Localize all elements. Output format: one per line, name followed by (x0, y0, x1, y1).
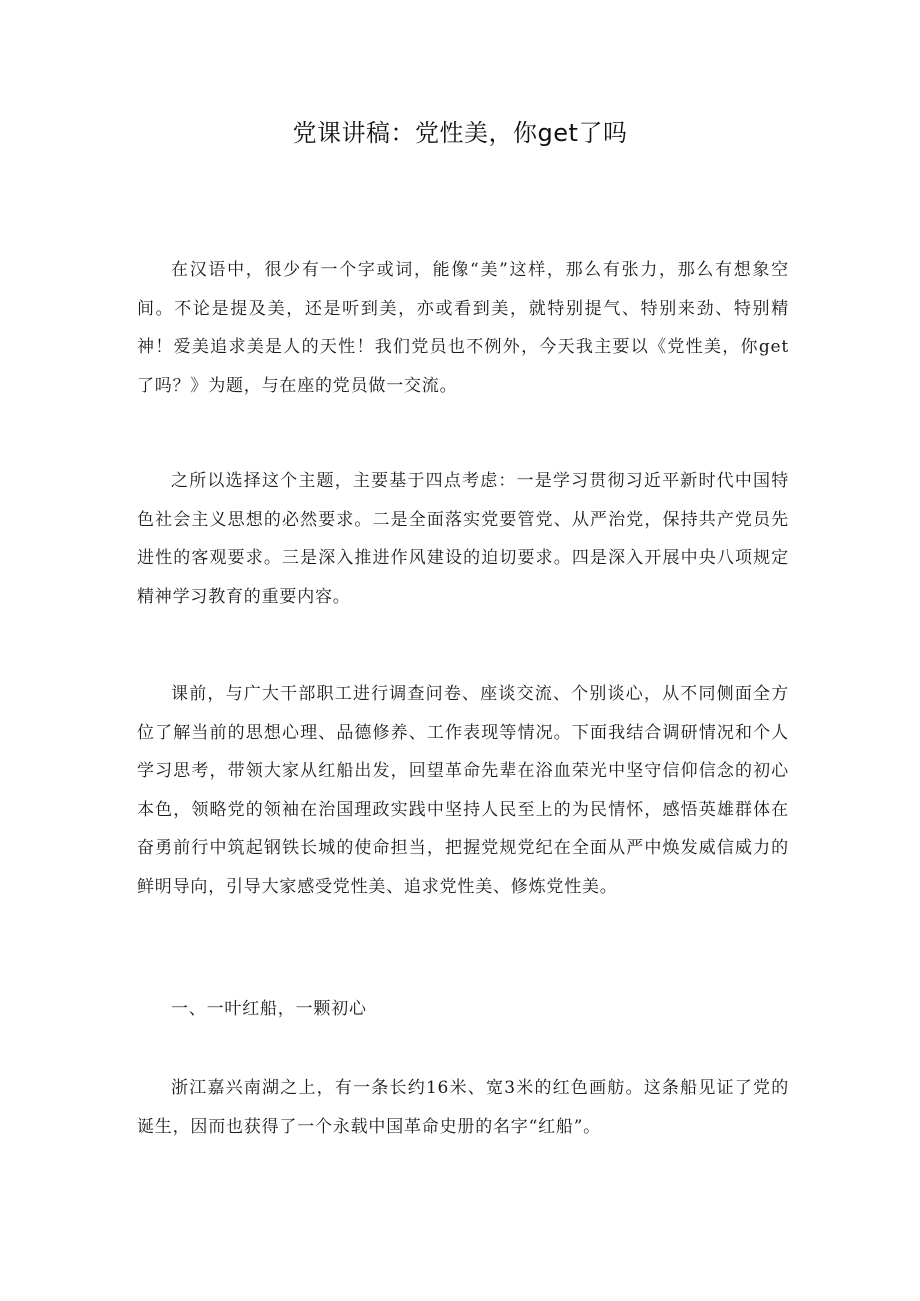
paragraph-reasons: 之所以选择这个主题，主要基于四点考虑：一是学习贯彻习近平新时代中国特色社会主义思想的必然要求。二是全面落实党要管党、从严治党，保持共产党员先进性的客观要求。三是深入推进作风建设的迫切要求。四是深入开展中央八项规定精神学习教育的重要内容。 (137, 471, 789, 607)
paragraph-preparation: 课前，与广大干部职工进行调查问卷、座谈交流、个别谈心，从不同侧面全方位了解当前的思想心理、品德修养、工作表现等情况。下面我结合调研情况和个人学习思考，带领大家从红船出发，回望革命先辈在浴血荣光中坚守信仰信念的初心本色，领略党的领袖在治国理政实践中坚持人民至上的为民情怀，感悟英雄群体在奋勇前行中筑起钢铁长城的使命担当，把握党规党纪在全面从严中焕发威信威力的鲜明导向，引导大家感受党性美、追求党性美、修炼党性美。 (137, 684, 789, 897)
paragraph-red-boat: 浙江嘉兴南湖之上，有一条长约16米、宽3米的红色画舫。这条船见证了党的诞生，因而也获得了一个永载中国革命史册的名字“红船”。 (137, 1078, 789, 1137)
section-heading: 一、一叶红船，一颗初心 (171, 999, 367, 1019)
paragraph-intro: 在汉语中，很少有一个字或词，能像“美”这样，那么有张力，那么有想象空间。不论是提及美，还是听到美，亦或看到美，就特别提气、特别来劲、特别精神！爱美追求美是人的天性！我们党员也不例外，今天我主要以《党性美，你get了吗？》为题，与在座的党员做一交流。 (137, 260, 789, 396)
document-title: 党课讲稿：党性美，你get了吗 (292, 119, 628, 147)
